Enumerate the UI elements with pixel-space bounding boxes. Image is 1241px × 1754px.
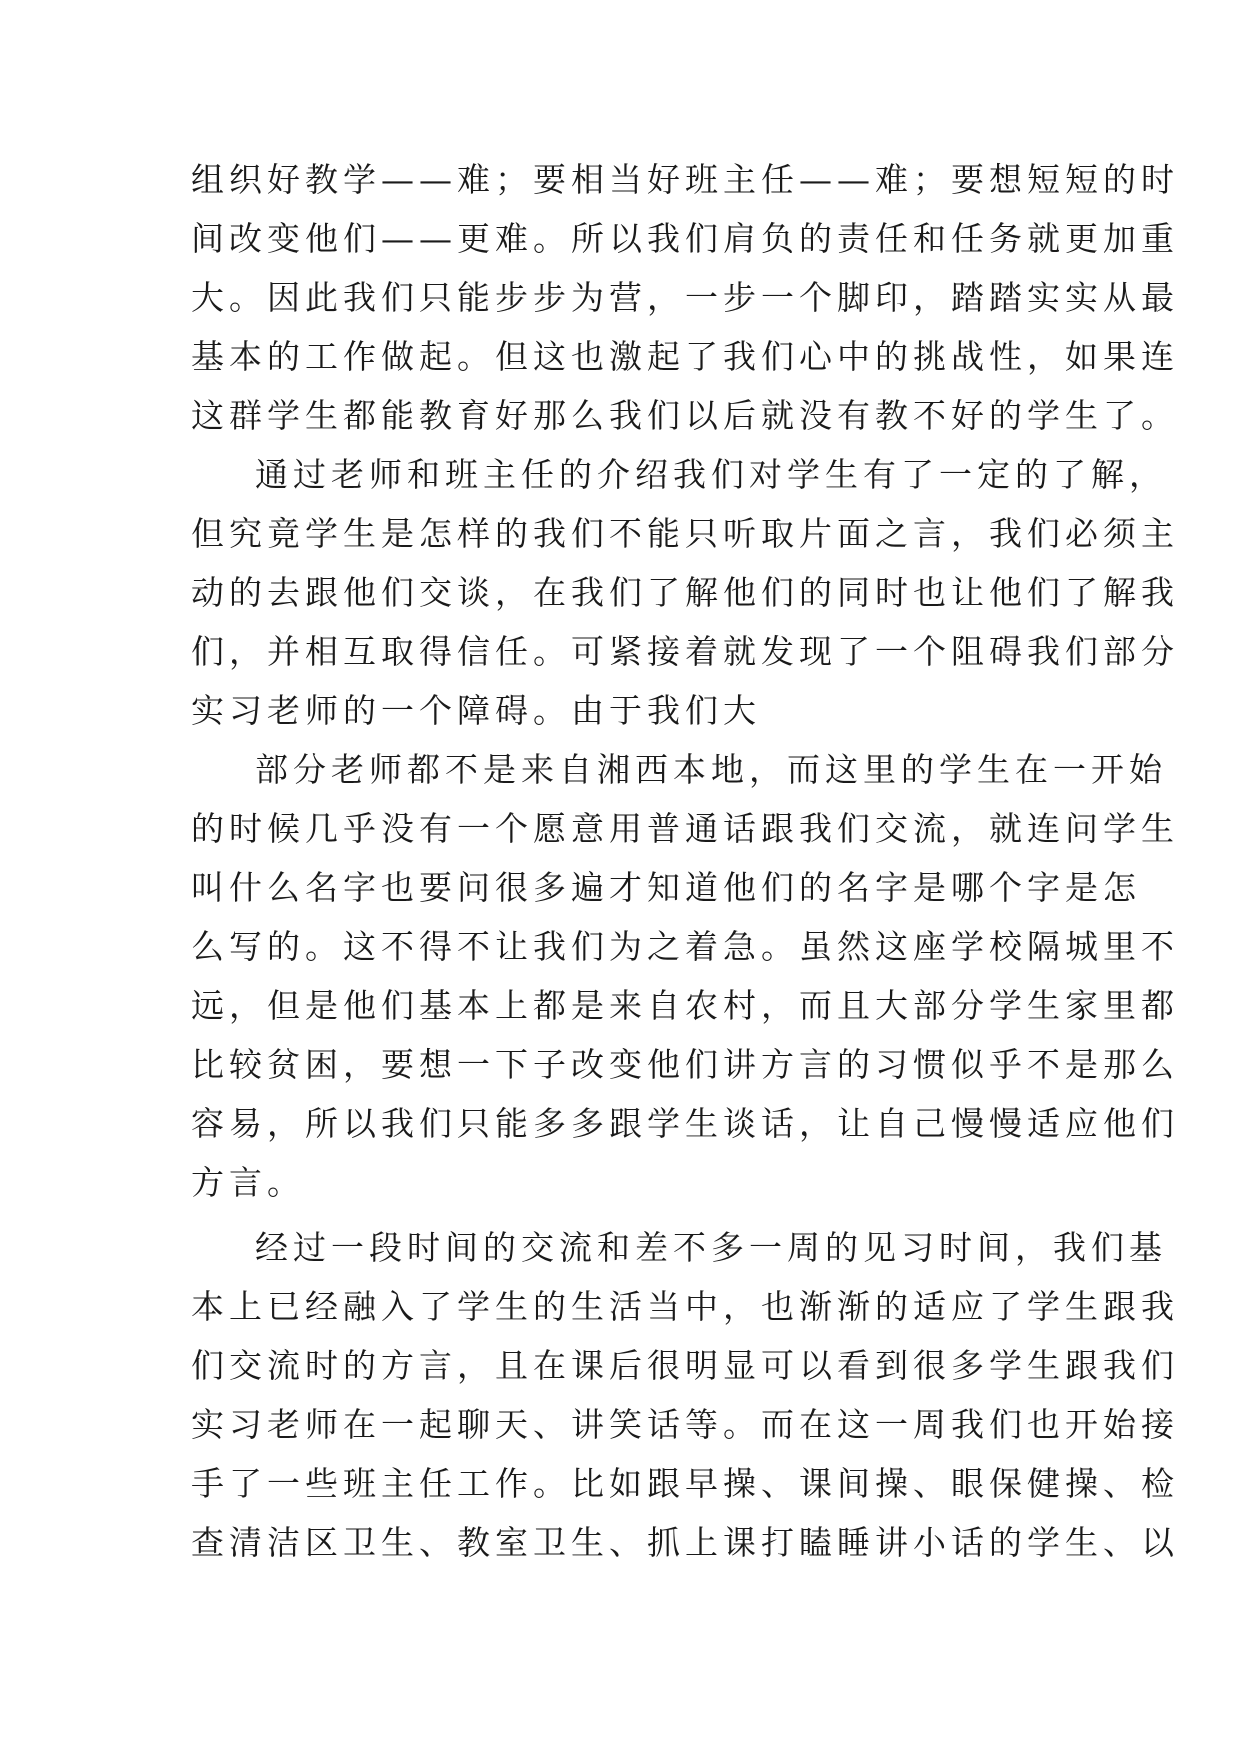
text-line: 么写的。这不得不让我们为之着急。虽然这座学校隔城里不 (191, 927, 1179, 966)
text-line: 实习老师的一个障碍。由于我们大 (191, 691, 761, 730)
text-line: 经过一段时间的交流和差不多一周的见习时间，我们基 (255, 1228, 1167, 1267)
text-line: 但究竟学生是怎样的我们不能只听取片面之言，我们必须主 (191, 514, 1179, 553)
text-line: 查清洁区卫生、教室卫生、抓上课打瞌睡讲小话的学生、以 (191, 1523, 1179, 1562)
text-line: 们交流时的方言，且在课后很明显可以看到很多学生跟我们 (191, 1346, 1179, 1385)
text-line: 叫什么名字也要问很多遍才知道他们的名字是哪个字是怎 (191, 868, 1141, 907)
text-line: 容易，所以我们只能多多跟学生谈话，让自己慢慢适应他们 (191, 1104, 1179, 1143)
text-line: 的时候几乎没有一个愿意用普通话跟我们交流，就连问学生 (191, 809, 1179, 848)
text-line: 本上已经融入了学生的生活当中，也渐渐的适应了学生跟我 (191, 1287, 1179, 1326)
text-line: 方言。 (191, 1163, 305, 1202)
text-line: 实习老师在一起聊天、讲笑话等。而在这一周我们也开始接 (191, 1405, 1179, 1444)
text-line: 组织好教学——难；要相当好班主任——难；要想短短的时 (191, 160, 1179, 199)
text-line: 基本的工作做起。但这也激起了我们心中的挑战性，如果连 (191, 337, 1179, 376)
text-line: 比较贫困，要想一下子改变他们讲方言的习惯似乎不是那么 (191, 1045, 1179, 1084)
text-line: 大。因此我们只能步步为营，一步一个脚印，踏踏实实从最 (191, 278, 1179, 317)
body-text (191, 150, 1179, 1572)
text-line: 们，并相互取得信任。可紧接着就发现了一个阻碍我们部分 (191, 632, 1179, 671)
text-line: 远，但是他们基本上都是来自农村，而且大部分学生家里都 (191, 986, 1179, 1025)
text-line: 通过老师和班主任的介绍我们对学生有了一定的了解， (255, 455, 1167, 494)
text-line: 这群学生都能教育好那么我们以后就没有教不好的学生了。 (191, 396, 1179, 435)
text-line: 手了一些班主任工作。比如跟早操、课间操、眼保健操、检 (191, 1464, 1179, 1503)
text-line: 动的去跟他们交谈，在我们了解他们的同时也让他们了解我 (191, 573, 1179, 612)
text-line: 部分老师都不是来自湘西本地，而这里的学生在一开始 (255, 750, 1167, 789)
text-line: 间改变他们——更难。所以我们肩负的责任和任务就更加重 (191, 219, 1179, 258)
